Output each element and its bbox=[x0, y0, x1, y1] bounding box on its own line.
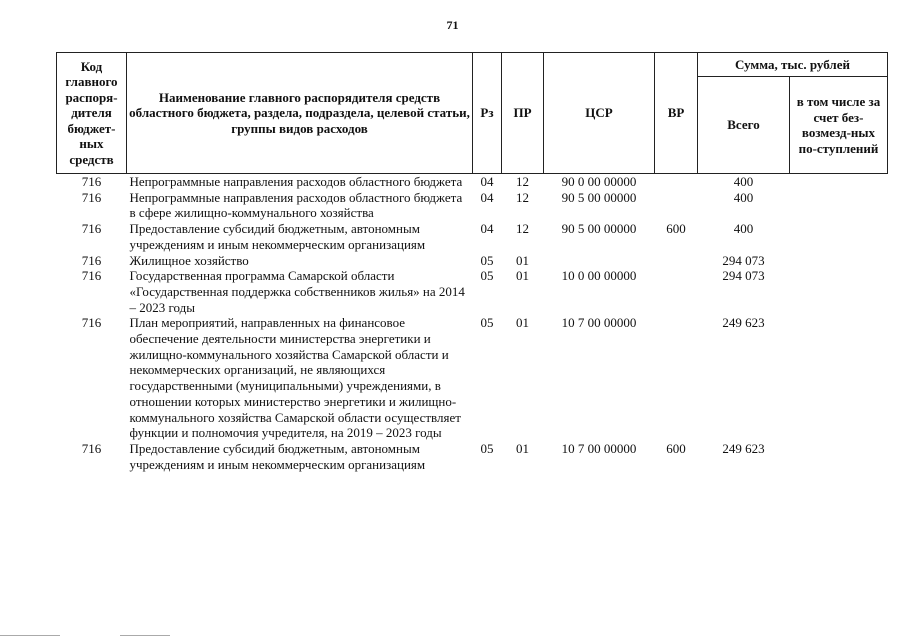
cell-code: 716 bbox=[81, 252, 102, 268]
cell-pr: 12 bbox=[516, 221, 529, 237]
header-csr: ЦСР bbox=[544, 53, 655, 174]
header-total: Всего bbox=[698, 77, 790, 174]
cell-rz: 05 bbox=[480, 440, 494, 456]
header-free-receipts: в том числе за счет без-возмезд-ных по-ступлений bbox=[790, 77, 888, 174]
cell-code: 716 bbox=[81, 440, 102, 456]
cell-name: Предоставление субсидий бюджетным, автономным учреждениям и иным некоммерческим организациям bbox=[129, 221, 426, 252]
cell-total: 249 623 bbox=[722, 440, 765, 456]
table-row bbox=[57, 221, 888, 252]
table-row bbox=[57, 315, 888, 441]
cell-pr: 12 bbox=[516, 189, 529, 205]
cell-csr: 90 0 00 00000 bbox=[561, 174, 637, 189]
cell-name: Непрограммные направления расходов областного бюджета в сфере жилищно-коммунального хозяйства bbox=[129, 189, 463, 221]
cell-vr bbox=[655, 253, 698, 269]
header-sum-group: Сумма, тыс. рублей bbox=[698, 53, 888, 77]
cell-total: 294 073 bbox=[722, 268, 765, 284]
cell-vr bbox=[655, 315, 698, 441]
cell-code: 716 bbox=[81, 315, 102, 331]
cell-rz: 04 bbox=[480, 174, 494, 189]
cell-code: 716 bbox=[81, 189, 102, 205]
cell-csr bbox=[544, 253, 655, 269]
cell-free-receipts bbox=[790, 441, 888, 472]
cell-vr: 600 bbox=[666, 221, 686, 237]
table-row bbox=[57, 253, 888, 269]
header-name: Наименование главного распорядителя средств областного бюджета, раздела, подраздела, целевой статьи, группы видов расходов bbox=[127, 53, 473, 174]
cell-free-receipts bbox=[790, 190, 888, 221]
header-rz: Рз bbox=[473, 53, 502, 174]
table-row bbox=[57, 190, 888, 221]
cell-free-receipts bbox=[790, 253, 888, 269]
cell-free-receipts bbox=[790, 315, 888, 441]
cell-free-receipts bbox=[790, 268, 888, 315]
cell-name: Государственная программа Самарской области «Государственная поддержка собственников жилья» на 2014 – 2023 годы bbox=[129, 268, 465, 315]
cell-rz: 04 bbox=[480, 221, 494, 237]
cell-rz: 05 bbox=[480, 315, 494, 331]
cell-free-receipts bbox=[790, 174, 888, 190]
table-body bbox=[57, 174, 888, 473]
cell-code: 716 bbox=[81, 221, 102, 237]
cell-vr bbox=[655, 190, 698, 221]
scan-artifact-line bbox=[0, 632, 905, 640]
table-row bbox=[57, 441, 888, 472]
cell-name: Жилищное хозяйство bbox=[129, 252, 249, 268]
cell-vr bbox=[655, 174, 698, 190]
budget-table bbox=[56, 52, 888, 472]
cell-pr: 01 bbox=[516, 252, 529, 268]
header-pr: ПР bbox=[502, 53, 544, 174]
cell-name: План мероприятий, направленных на финансовое обеспечение деятельности министерства энергетики и жилищно-коммунального хозяйства Самарской области и некоммерческих организаций, не являющихся государственными (муниципальными) учреждениями, в отношении которых министерство энергетики и жилищно-коммунального хозяйства Самарской области осуществляет функции и полномочия учредителя, на 2019 – 2023 годы bbox=[129, 315, 461, 441]
cell-rz: 04 bbox=[480, 189, 494, 205]
cell-csr: 90 5 00 00000 bbox=[561, 221, 637, 237]
cell-pr: 01 bbox=[516, 440, 529, 456]
cell-free-receipts bbox=[790, 221, 888, 252]
cell-name: Непрограммные направления расходов областного бюджета bbox=[129, 174, 463, 189]
cell-total: 294 073 bbox=[722, 252, 765, 268]
cell-csr: 90 5 00 00000 bbox=[561, 189, 637, 205]
cell-vr: 600 bbox=[666, 440, 686, 456]
cell-code: 716 bbox=[81, 268, 102, 284]
cell-total: 400 bbox=[733, 221, 754, 237]
cell-pr: 12 bbox=[516, 174, 529, 189]
header-vr: ВР bbox=[655, 53, 698, 174]
cell-vr bbox=[655, 268, 698, 315]
table-row bbox=[57, 268, 888, 315]
cell-total: 400 bbox=[733, 174, 754, 189]
cell-name: Предоставление субсидий бюджетным, автономным учреждениям и иным некоммерческим организациям bbox=[129, 440, 426, 472]
cell-csr: 10 7 00 00000 bbox=[561, 315, 637, 331]
table-header bbox=[57, 53, 888, 174]
cell-csr: 10 0 00 00000 bbox=[561, 268, 637, 284]
cell-pr: 01 bbox=[516, 268, 529, 284]
header-code: Код главного распоря-дителя бюджет-ных средств bbox=[57, 53, 127, 174]
page-number: 71 bbox=[446, 18, 459, 32]
cell-rz: 05 bbox=[480, 268, 494, 284]
cell-csr: 10 7 00 00000 bbox=[561, 440, 637, 456]
cell-total: 249 623 bbox=[722, 315, 765, 331]
table-row bbox=[57, 174, 888, 190]
cell-code: 716 bbox=[81, 174, 102, 189]
cell-total: 400 bbox=[733, 189, 754, 205]
cell-pr: 01 bbox=[516, 315, 529, 331]
cell-rz: 05 bbox=[480, 252, 494, 268]
